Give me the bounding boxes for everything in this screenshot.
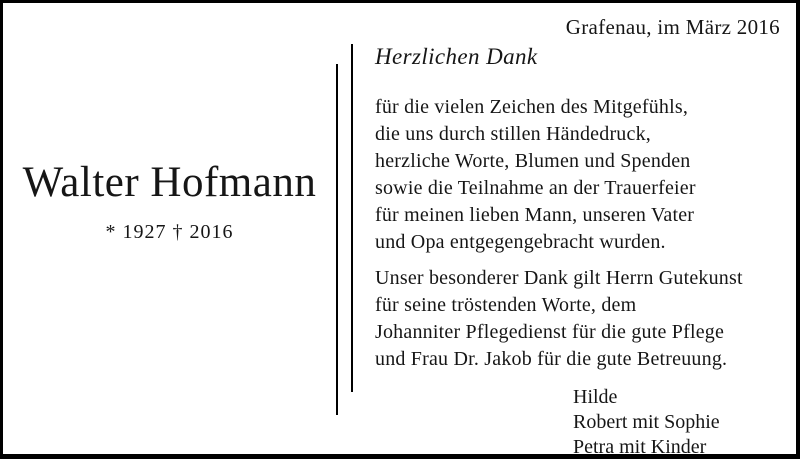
paragraph-line: und Opa entgegengebracht wurden.: [375, 231, 666, 253]
thanks-column: [375, 44, 785, 460]
paragraph-line: herzliche Worte, Blumen und Spenden: [375, 150, 691, 172]
signature-name: Robert mit Sophie: [573, 411, 720, 433]
divider-rule-left: [336, 64, 338, 415]
divider-rule-right: [351, 44, 353, 392]
paragraph-line: und Frau Dr. Jakob für die gute Betreuung.: [375, 348, 728, 370]
birth-death-dates: * 1927 † 2016: [105, 221, 234, 243]
paragraph-line: für seine tröstenden Worte, dem: [375, 294, 637, 316]
paragraph-line: sowie die Teilnahme an der Trauerfeier: [375, 177, 696, 199]
thanks-heading: Herzlichen Dank: [375, 44, 538, 69]
place-date-line: Grafenau, im März 2016: [565, 15, 780, 39]
signature-name: Petra mit Kinder: [573, 436, 707, 458]
paragraph-line: Johanniter Pflegedienst für die gute Pflege: [375, 321, 725, 343]
paragraph-line: für meinen lieben Mann, unseren Vater: [375, 204, 695, 226]
paragraph-line: Unser besonderer Dank gilt Herrn Gutekunst: [375, 267, 743, 289]
deceased-name: Walter Hofmann: [22, 159, 317, 206]
mourners-signatures: [573, 385, 785, 460]
deceased-column: [3, 0, 336, 244]
paragraph-line: für die vielen Zeichen des Mitgefühls,: [375, 96, 689, 118]
thanks-paragraph-1: [375, 94, 785, 256]
signature-name: Hilde: [573, 386, 618, 408]
thanks-paragraph-2: [375, 265, 785, 373]
paragraph-line: die uns durch stillen Händedruck,: [375, 123, 651, 145]
